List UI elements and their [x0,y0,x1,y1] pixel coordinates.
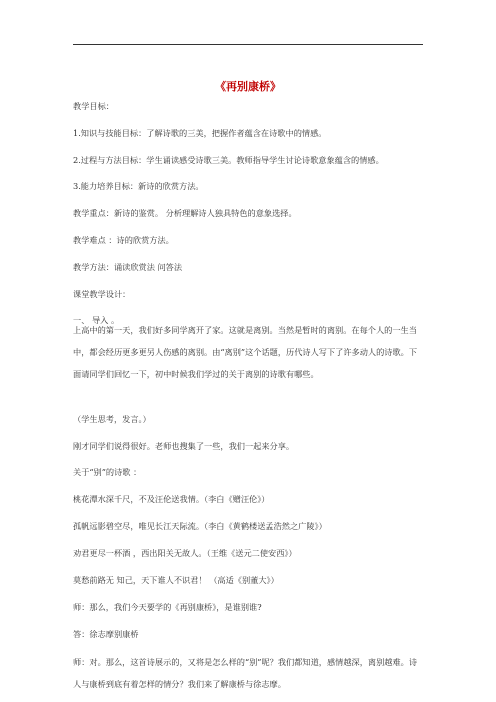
text-line-poem-2: 孤帆远影碧空尽，唯见长江天际流。（李白《黄鹤楼送孟浩然之广陵》） [73,521,327,531]
text-line-goal-2: 2.过程与方法目标：学生诵读感受诗歌三美。教师指导学生讨论诗歌意象蕴含的情感。 [73,155,384,165]
text-line-goal-1: 1.知识与技能目标：了解诗歌的三美，把握作者蕴含在诗歌中的情感。 [73,128,327,138]
text-line-method: 教学方法：诵读欣赏法 问答法 [73,262,183,272]
text-line-design: 课堂教学设计： [73,289,131,299]
text-line-goals-heading: 教学目标： [73,101,114,111]
text-line-section-1: 一、 导入 。 [73,315,120,325]
text-line-answer: 答：徐志摩别康桥 [73,629,139,639]
header-rule [73,44,423,45]
text-line-poem-3: 劝君更尽一杯酒 ，西出阳关无故人。（王维《送元二使安西》） [73,548,297,558]
intro-paragraph: 上高中的第一天，我们好多同学离开了家。这就是离别。当然是暂时的离别。在每个人的一生当中，都会经历更多更另人伤感的离别。由“离别”这个话题，历代诗人写下了许多动人的诗歌。下面请同学们回忆一下，初中时候我们学过的关于离别的诗歌有哪些。 [73,325,418,379]
text-line-difficulty: 教学难点 ：诗的欣赏方法。 [73,235,174,245]
closing-paragraph: 师：对。那么，这首诗展示的，又将是怎么样的“别”呢？我们都知道，感情越深，离别越难。诗人与康桥到底有着怎样的情分？我们来了解康桥与徐志摩。 [73,657,418,689]
text-line-poem-1: 桃花潭水深千尺，不及汪伦送我情。（李白《赠汪伦》） [73,494,270,504]
text-line-teacher-share: 刚才同学们说得很好。老师也搜集了一些，我们一起来分享。 [73,441,295,451]
text-line-poem-4: 莫愁前路无 知己，天下谁人不识君！ （高适《别董大》） [73,575,279,585]
text-line-poems-heading: 关于“别”的诗歌 ： [73,467,142,477]
text-line-student-think: （学生思考，发言。） [73,414,151,424]
document-title: 《再别康桥》 [215,80,281,93]
text-line-key-point: 教学重点：新诗的鉴赏。 分析理解诗人独具特色的意象选择。 [73,208,297,218]
text-line-teacher-ask: 师：那么，我们今天要学的《再别康桥》，是谁别谁? [73,602,262,612]
text-line-goal-3: 3.能力培养目标：新诗的欣赏方法。 [73,181,204,191]
